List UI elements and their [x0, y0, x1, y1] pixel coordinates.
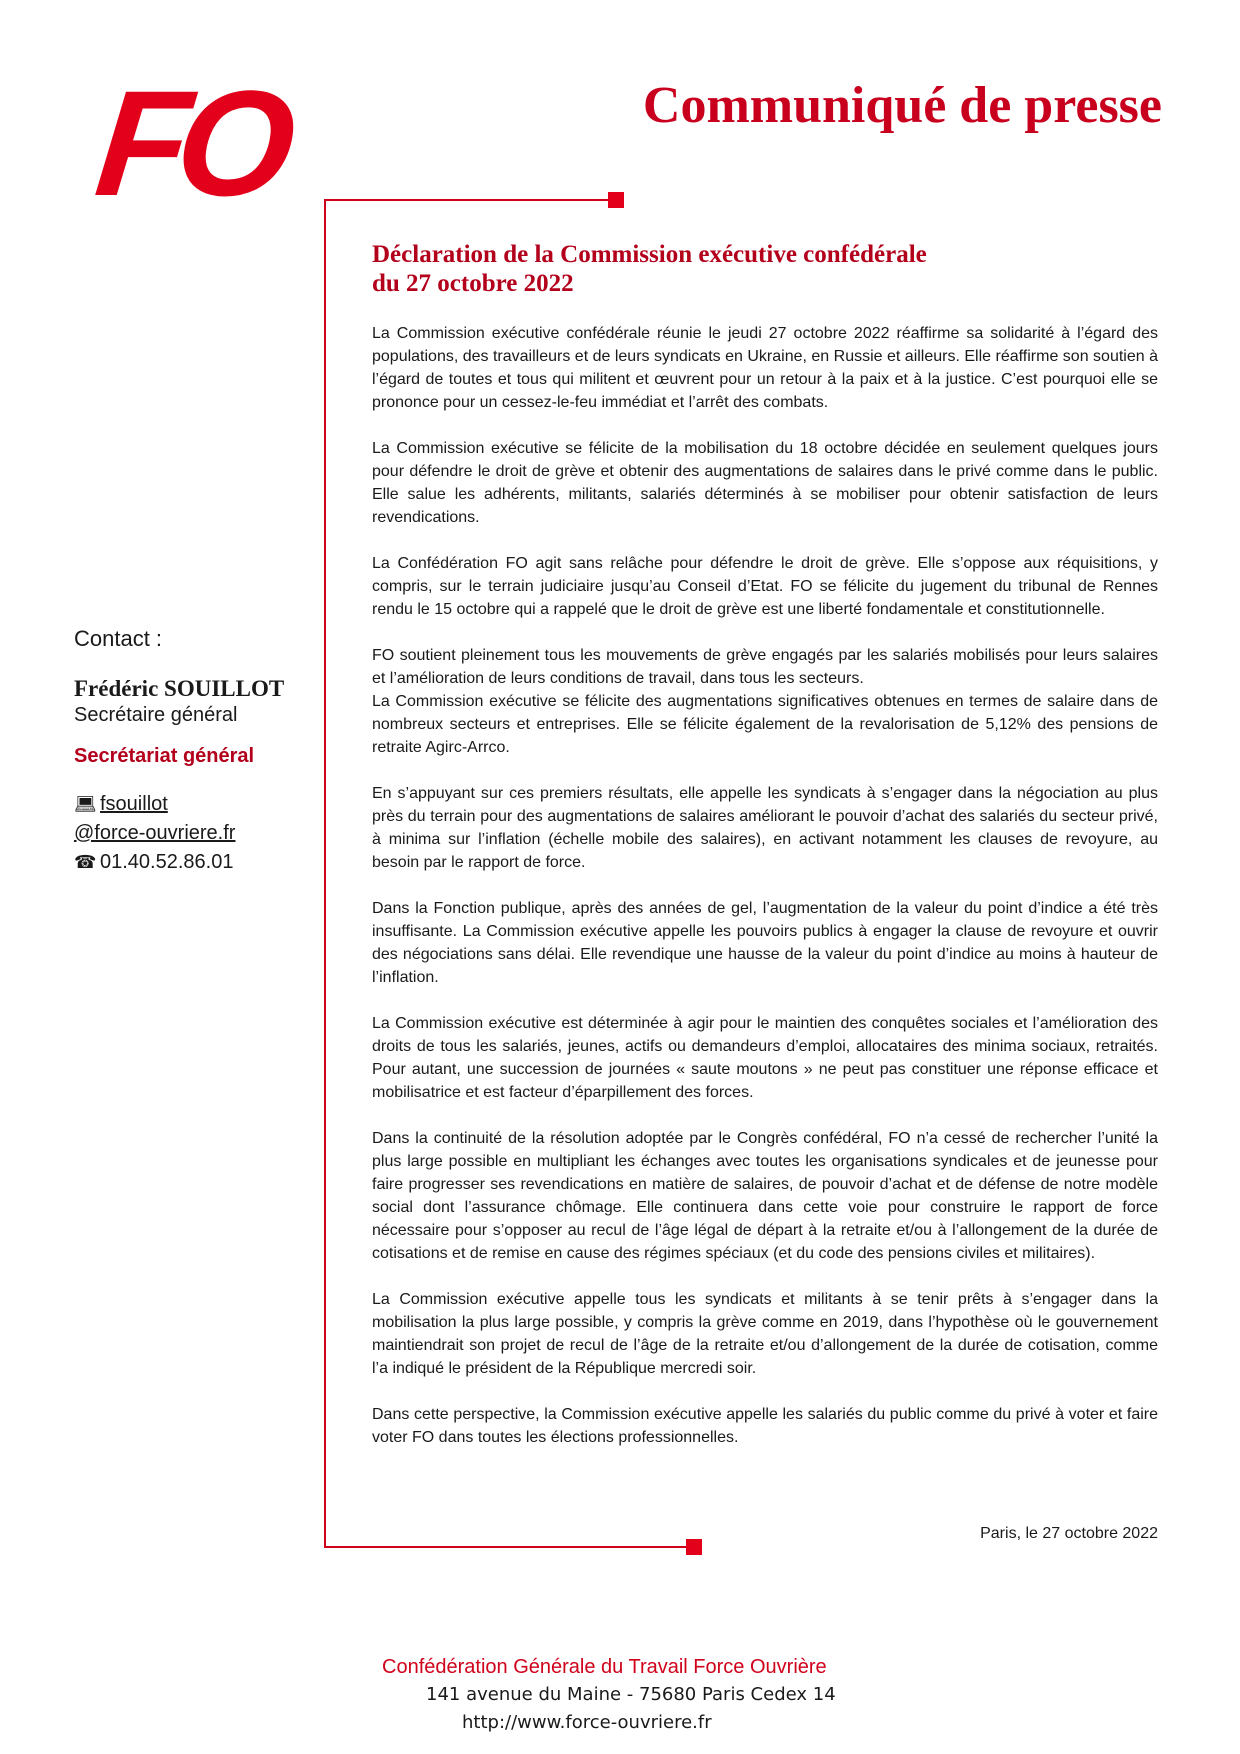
- email-link-domain[interactable]: @force-ouvriere.fr: [74, 822, 236, 844]
- paragraph: La Commission exécutive se félicite des augmentations significatives obtenues en termes de salaire dans de nombreux secteurs et entreprises. Elle se félicite également de la revalorisation de 5,12% des pensions de retraite Agirc-Arrco.: [372, 693, 1158, 756]
- paragraph: Dans la continuité de la résolution adoptée par le Congrès confédéral, FO n’a cessé de rechercher l’unité la plus large possible en multipliant les échanges avec toutes les organisations syndicales et de jeunesse pour faire progresser ses revendications en matière de salaires, de pouvoir d’achat et de défense de notre modèle social dont l’assurance chômage. Elle continuera dans cette voie pour construire le rapport de force nécessaire pour s’opposer au recul de l’âge légal de départ à la retraite et/ou à l’allongement de la durée de cotisations et de remise en cause des régimes spéciaux (et du code des pensions civiles et militaires).: [372, 1130, 1158, 1262]
- contact-role: Secrétaire général: [74, 704, 238, 726]
- declaration-title: [372, 240, 1172, 298]
- paragraph: En s’appuyant sur ces premiers résultats, elle appelle les syndicats à s’engager dans la négociation au plus près du terrain pour des augmentations de salaires améliorant le pouvoir d’achat des salariés du secteur privé, à minima sur l’inflation (échelle mobile des salaires), en activant notamment les clauses de revoyure, au besoin par le rapport de force.: [372, 785, 1158, 871]
- fo-logo: FO: [89, 59, 292, 227]
- email-link-user[interactable]: fsouillot: [100, 793, 168, 815]
- footer-url[interactable]: http://www.force-ouvriere.fr: [462, 1712, 712, 1733]
- paragraph: La Commission exécutive se félicite de la mobilisation du 18 octobre décidée en seulement quelques jours pour défendre le droit de grève et obtenir des augmentations de salaires dans le privé comme dans le public. Elle salue les adhérents, militants, salariés déterminés à se mobiliser pour obtenir satisfaction de leurs revendications.: [372, 440, 1158, 526]
- paragraph: La Commission exécutive est déterminée à agir pour le maintien des conquêtes sociales et l’amélioration des droits de tous les salariés, jeunes, actifs ou demandeurs d’emploi, allocataires des minima sociaux, retraités. Pour autant, une succession de journées « saute moutons » ne peut pas constituer une réponse efficace et mobilisatrice et est facteur d’éparpillement des forces.: [372, 1015, 1158, 1101]
- paragraph: Dans la Fonction publique, après des années de gel, l’augmentation de la valeur du point d’indice a été très insuffisante. La Commission exécutive appelle les pouvoirs publics à engager la clause de revoyure et ouvrir des négociations sans délai. Elle revendique une hausse de la valeur du point d’indice au moins à hauteur de l’inflation.: [372, 900, 1158, 986]
- frame-top-square: [608, 192, 624, 208]
- frame-vertical-line: [324, 199, 326, 1548]
- contact-department: Secrétariat général: [74, 745, 255, 767]
- contact-email-line: [74, 790, 324, 819]
- footer-organization: Confédération Générale du Travail Force Ouvrière: [382, 1656, 827, 1678]
- signoff-date: Paris, le 27 octobre 2022: [980, 1525, 1158, 1542]
- paragraph: Dans cette perspective, la Commission exécutive appelle les salariés du public comme du privé à voter et faire voter FO dans toutes les élections professionnelles.: [372, 1406, 1158, 1446]
- footer-address: 141 avenue du Maine - 75680 Paris Cedex 14: [426, 1684, 836, 1705]
- frame-bottom-square: [686, 1539, 702, 1555]
- paragraph: FO soutient pleinement tous les mouvements de grève engagés par les salariés mobilisés pour leurs salaires et l’amélioration de leurs conditions de travail, dans tous les secteurs.: [372, 647, 1158, 687]
- declaration-title-line-2: du 27 octobre 2022: [372, 270, 574, 297]
- paragraph: La Confédération FO agit sans relâche pour défendre le droit de grève. Elle s’oppose aux réquisitions, y compris, sur le terrain judiciaire jusqu’au Conseil d’Etat. FO se félicite du jugement du tribunal de Rennes rendu le 15 octobre qui a rappelé que le droit de grève est une liberté fondamentale et constitutionnelle.: [372, 555, 1158, 618]
- paragraph: La Commission exécutive appelle tous les syndicats et militants à se tenir prêts à s’engager dans la mobilisation la plus large possible, y compris la grève comme en 2019, dans l’hypothèse où le gouvernement maintiendrait son projet de recul de l’âge de la retraite et/ou d’allongement de la durée de cotisation, comme l’a indiqué le président de la République mercredi soir.: [372, 1291, 1158, 1377]
- contact-name: Frédéric SOUILLOT: [74, 676, 285, 701]
- declaration-title-line-1: Déclaration de la Commission exécutive confédérale: [372, 241, 927, 268]
- frame-bottom-line: [324, 1546, 694, 1548]
- telephone-icon: ☎: [74, 852, 97, 872]
- page-title: Communiqué de presse: [642, 77, 1162, 134]
- contact-block: [74, 626, 324, 877]
- declaration-body: [372, 322, 1158, 1472]
- contact-phone: 01.40.52.86.01: [100, 851, 234, 873]
- contact-label: Contact :: [74, 626, 163, 651]
- contact-email-domain-line: [74, 819, 324, 848]
- paragraph: La Commission exécutive confédérale réunie le jeudi 27 octobre 2022 réaffirme sa solidarité à l’égard des populations, des travailleurs et de leurs syndicats en Ukraine, en Russie et ailleurs. Elle réaffirme son soutien à l’égard de toutes et tous qui militent et œuvrent pour un retour à la paix et à la justice. C’est pourquoi elle se prononce pour un cessez-le-feu immédiat et l’arrêt des combats.: [372, 325, 1158, 411]
- laptop-icon: 💻︎: [74, 794, 97, 814]
- frame-top-line: [324, 199, 614, 201]
- contact-phone-line: [74, 848, 324, 877]
